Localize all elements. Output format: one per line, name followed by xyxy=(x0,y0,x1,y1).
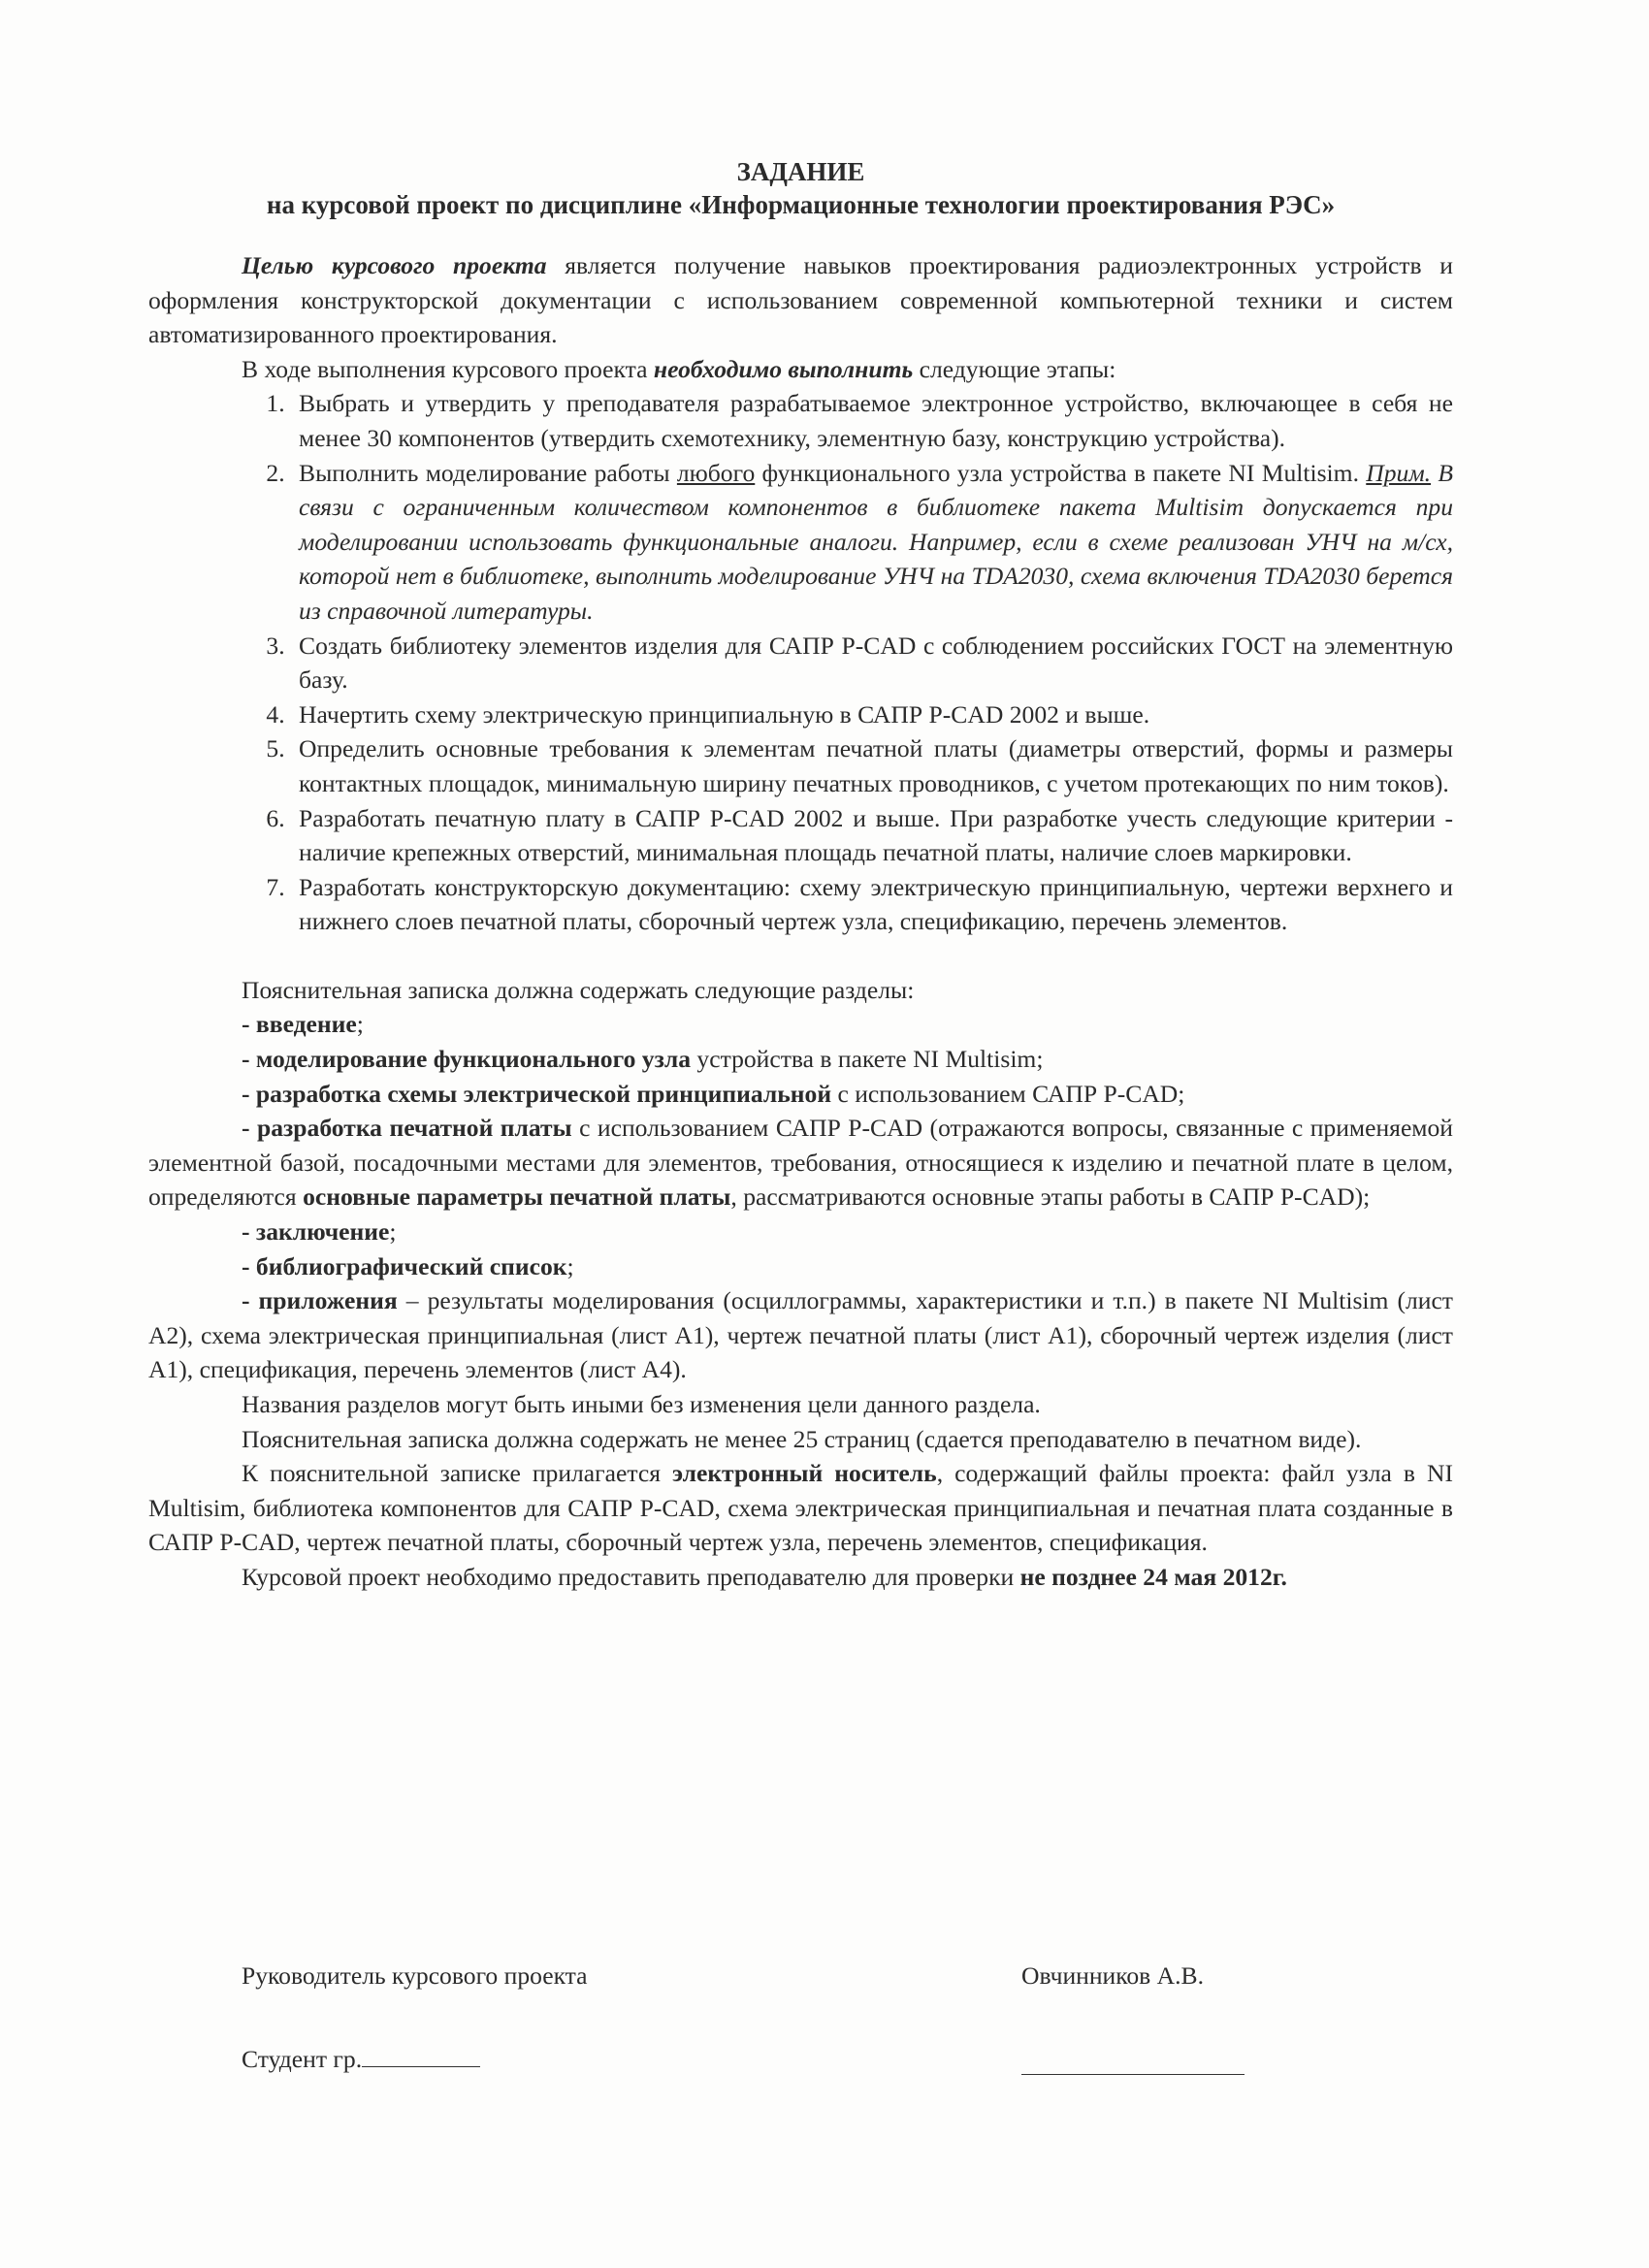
section-item xyxy=(148,1249,1453,1284)
stage-item xyxy=(291,870,1453,939)
stages-list xyxy=(148,386,1453,939)
stages-intro-post: следующие этапы: xyxy=(913,354,1116,383)
stages-intro-bold: необходимо выполнить xyxy=(653,354,914,383)
deadline-note xyxy=(148,1560,1453,1595)
section-item xyxy=(148,1077,1453,1112)
pages-note: Пояснительная записка должна содержать не менее 25 страниц (сдается преподавателю в печатном виде). xyxy=(242,1424,1362,1453)
section-name: - разработка печатной платы xyxy=(242,1114,572,1143)
goal-lead: Целью курсового проекта xyxy=(242,251,547,279)
stage-text: Выбрать и утвердить у преподавателя разрабатываемое электронное устройство, включающее в себя не менее 30 компонентов (утвердить схемотехнику, элементную базу, конструкцию устройства). xyxy=(299,389,1453,452)
section-name: - введение xyxy=(242,1010,357,1039)
section-desc: – результаты моделирования (осциллограммы, характеристики и т.п.) в пакете NI Multisim (лист А2), схема электрическая принципиальная (лист А1), чертеж печатной платы (лист А1), сборочный чертеж изделия (лист А1), спецификация, перечень элементов (лист А4). xyxy=(148,1286,1453,1384)
section-desc: ; xyxy=(389,1217,397,1247)
stage-text: Выполнить моделирование работы xyxy=(299,458,677,487)
section-name: - библиографический список xyxy=(242,1251,567,1280)
section-desc: с использованием САПР P-CAD; xyxy=(831,1079,1185,1108)
stage-text: Определить основные требования к элементам печатной платы (диаметры отверстий, формы и размеры контактных площадок, минимальную ширину печатных проводников, с учетом протекающих по ним токов). xyxy=(299,734,1453,797)
supervisor-name: Овчинников А.В. xyxy=(1021,1961,1205,1990)
stage-item xyxy=(291,456,1453,629)
stage-underlined: любого xyxy=(676,458,756,487)
stage-item xyxy=(291,801,1453,870)
signature-blank[interactable] xyxy=(1021,2045,1245,2075)
stage-text: Начертить схему электрическую принципиальную в САПР P-CAD 2002 и выше. xyxy=(299,699,1150,729)
section-item xyxy=(148,1111,1453,1215)
stages-intro-pre: В ходе выполнения курсового проекта xyxy=(242,354,654,383)
stage-item xyxy=(291,697,1453,732)
media-pre: К пояснительной записке прилагается xyxy=(242,1459,672,1488)
spacer xyxy=(148,939,1453,973)
section-desc: ; xyxy=(566,1251,574,1280)
section-desc: устройства в пакете NI Multisim; xyxy=(691,1045,1044,1074)
supervisor-label: Руководитель курсового проекта xyxy=(242,1961,588,1990)
section-item xyxy=(148,1007,1453,1042)
stage-item xyxy=(291,731,1453,800)
stage-text: функционального узла устройства в пакете NI Multisim. xyxy=(755,458,1367,487)
student-label: Студент гр. xyxy=(242,2045,363,2073)
media-note xyxy=(148,1456,1453,1560)
goal-paragraph xyxy=(148,248,1453,352)
stage-text: Создать библиотеку элементов изделия для САПР P-CAD с соблюдением российских ГОСТ на элементную базу. xyxy=(299,631,1453,695)
section-emphasis: основные параметры печатной платы xyxy=(303,1183,731,1212)
stage-text: Разработать конструкторскую документацию: схему электрическую принципиальную, чертежи верхнего и нижнего слоев печатной платы, сборочный чертеж узла, спецификацию, перечень элементов. xyxy=(299,872,1453,936)
note-label: Прим. xyxy=(1366,458,1432,487)
group-blank[interactable] xyxy=(362,2066,480,2067)
assignment-sheet xyxy=(148,155,1453,1595)
section-item xyxy=(148,1215,1453,1249)
deadline-date: не позднее 24 мая 2012г. xyxy=(1019,1562,1287,1591)
deadline-pre: Курсовой проект необходимо предоставить преподавателю для проверки xyxy=(242,1562,1020,1591)
section-name: - заключение xyxy=(242,1217,390,1247)
stage-text: Разработать печатную плату в САПР P-CAD 2002 и выше. При разработке учесть следующие критерии - наличие крепежных отверстий, минимальная площадь печатной платы, наличие слоев маркировки. xyxy=(299,803,1453,867)
section-desc: с использованием САПР P-CAD (отражаются вопросы, связанные с применяемой элементной базой, посадочными местами для элементов, требования, относящиеся к изделию и печатной плате в целом, определяются xyxy=(148,1114,1454,1212)
names-note: Названия разделов могут быть иными без изменения цели данного раздела. xyxy=(242,1390,1041,1418)
media-bold: электронный носитель xyxy=(672,1459,937,1488)
student-signature-line xyxy=(1021,2045,1245,2075)
section-name: - приложения xyxy=(242,1286,398,1315)
stages-intro xyxy=(148,352,1453,387)
document-title: ЗАДАНИЕ xyxy=(736,157,865,186)
stage-item xyxy=(291,629,1453,697)
section-desc: , рассматриваются основные этапы работы в САПР P-CAD); xyxy=(730,1183,1371,1212)
stage-item xyxy=(291,386,1453,455)
document-subtitle: на курсовой проект по дисциплине «Информационные технологии проектирования РЭС» xyxy=(266,190,1336,219)
media-post: , содержащий файлы проекта: файл узла в NI Multisim, библиотека компонентов для САПР P-CAD, схема электрическая принципиальная и печатная плата созданные в САПР P-CAD, чертеж печатной платы, сборочный чертеж узла, перечень элементов, спецификация. xyxy=(148,1459,1454,1557)
section-name: - разработка схемы электрической принципиальной xyxy=(242,1079,832,1108)
sections-block xyxy=(148,973,1453,1595)
section-name: - моделирование функционального узла xyxy=(242,1045,692,1074)
sections-intro: Пояснительная записка должна содержать следующие разделы: xyxy=(242,975,915,1004)
student-line xyxy=(242,2045,480,2074)
section-item xyxy=(148,1283,1453,1387)
note-text: В связи с ограниченным количеством компонентов в библиотеке пакета Multisim допускается при моделировании использовать функциональные аналоги. Например, если в схеме реализован УНЧ на м/сх, которой нет в библиотеке, выполнить моделирование УНЧ на TDA2030, схема включения TDA2030 берется из справочной литературы. xyxy=(299,458,1453,625)
section-desc: ; xyxy=(356,1010,364,1039)
goal-text: является получение навыков проектирования радиоэлектронных устройств и оформления конструкторской документации с использованием современной компьютерной техники и систем автоматизированного проектирования. xyxy=(148,251,1453,349)
section-item xyxy=(148,1042,1453,1077)
